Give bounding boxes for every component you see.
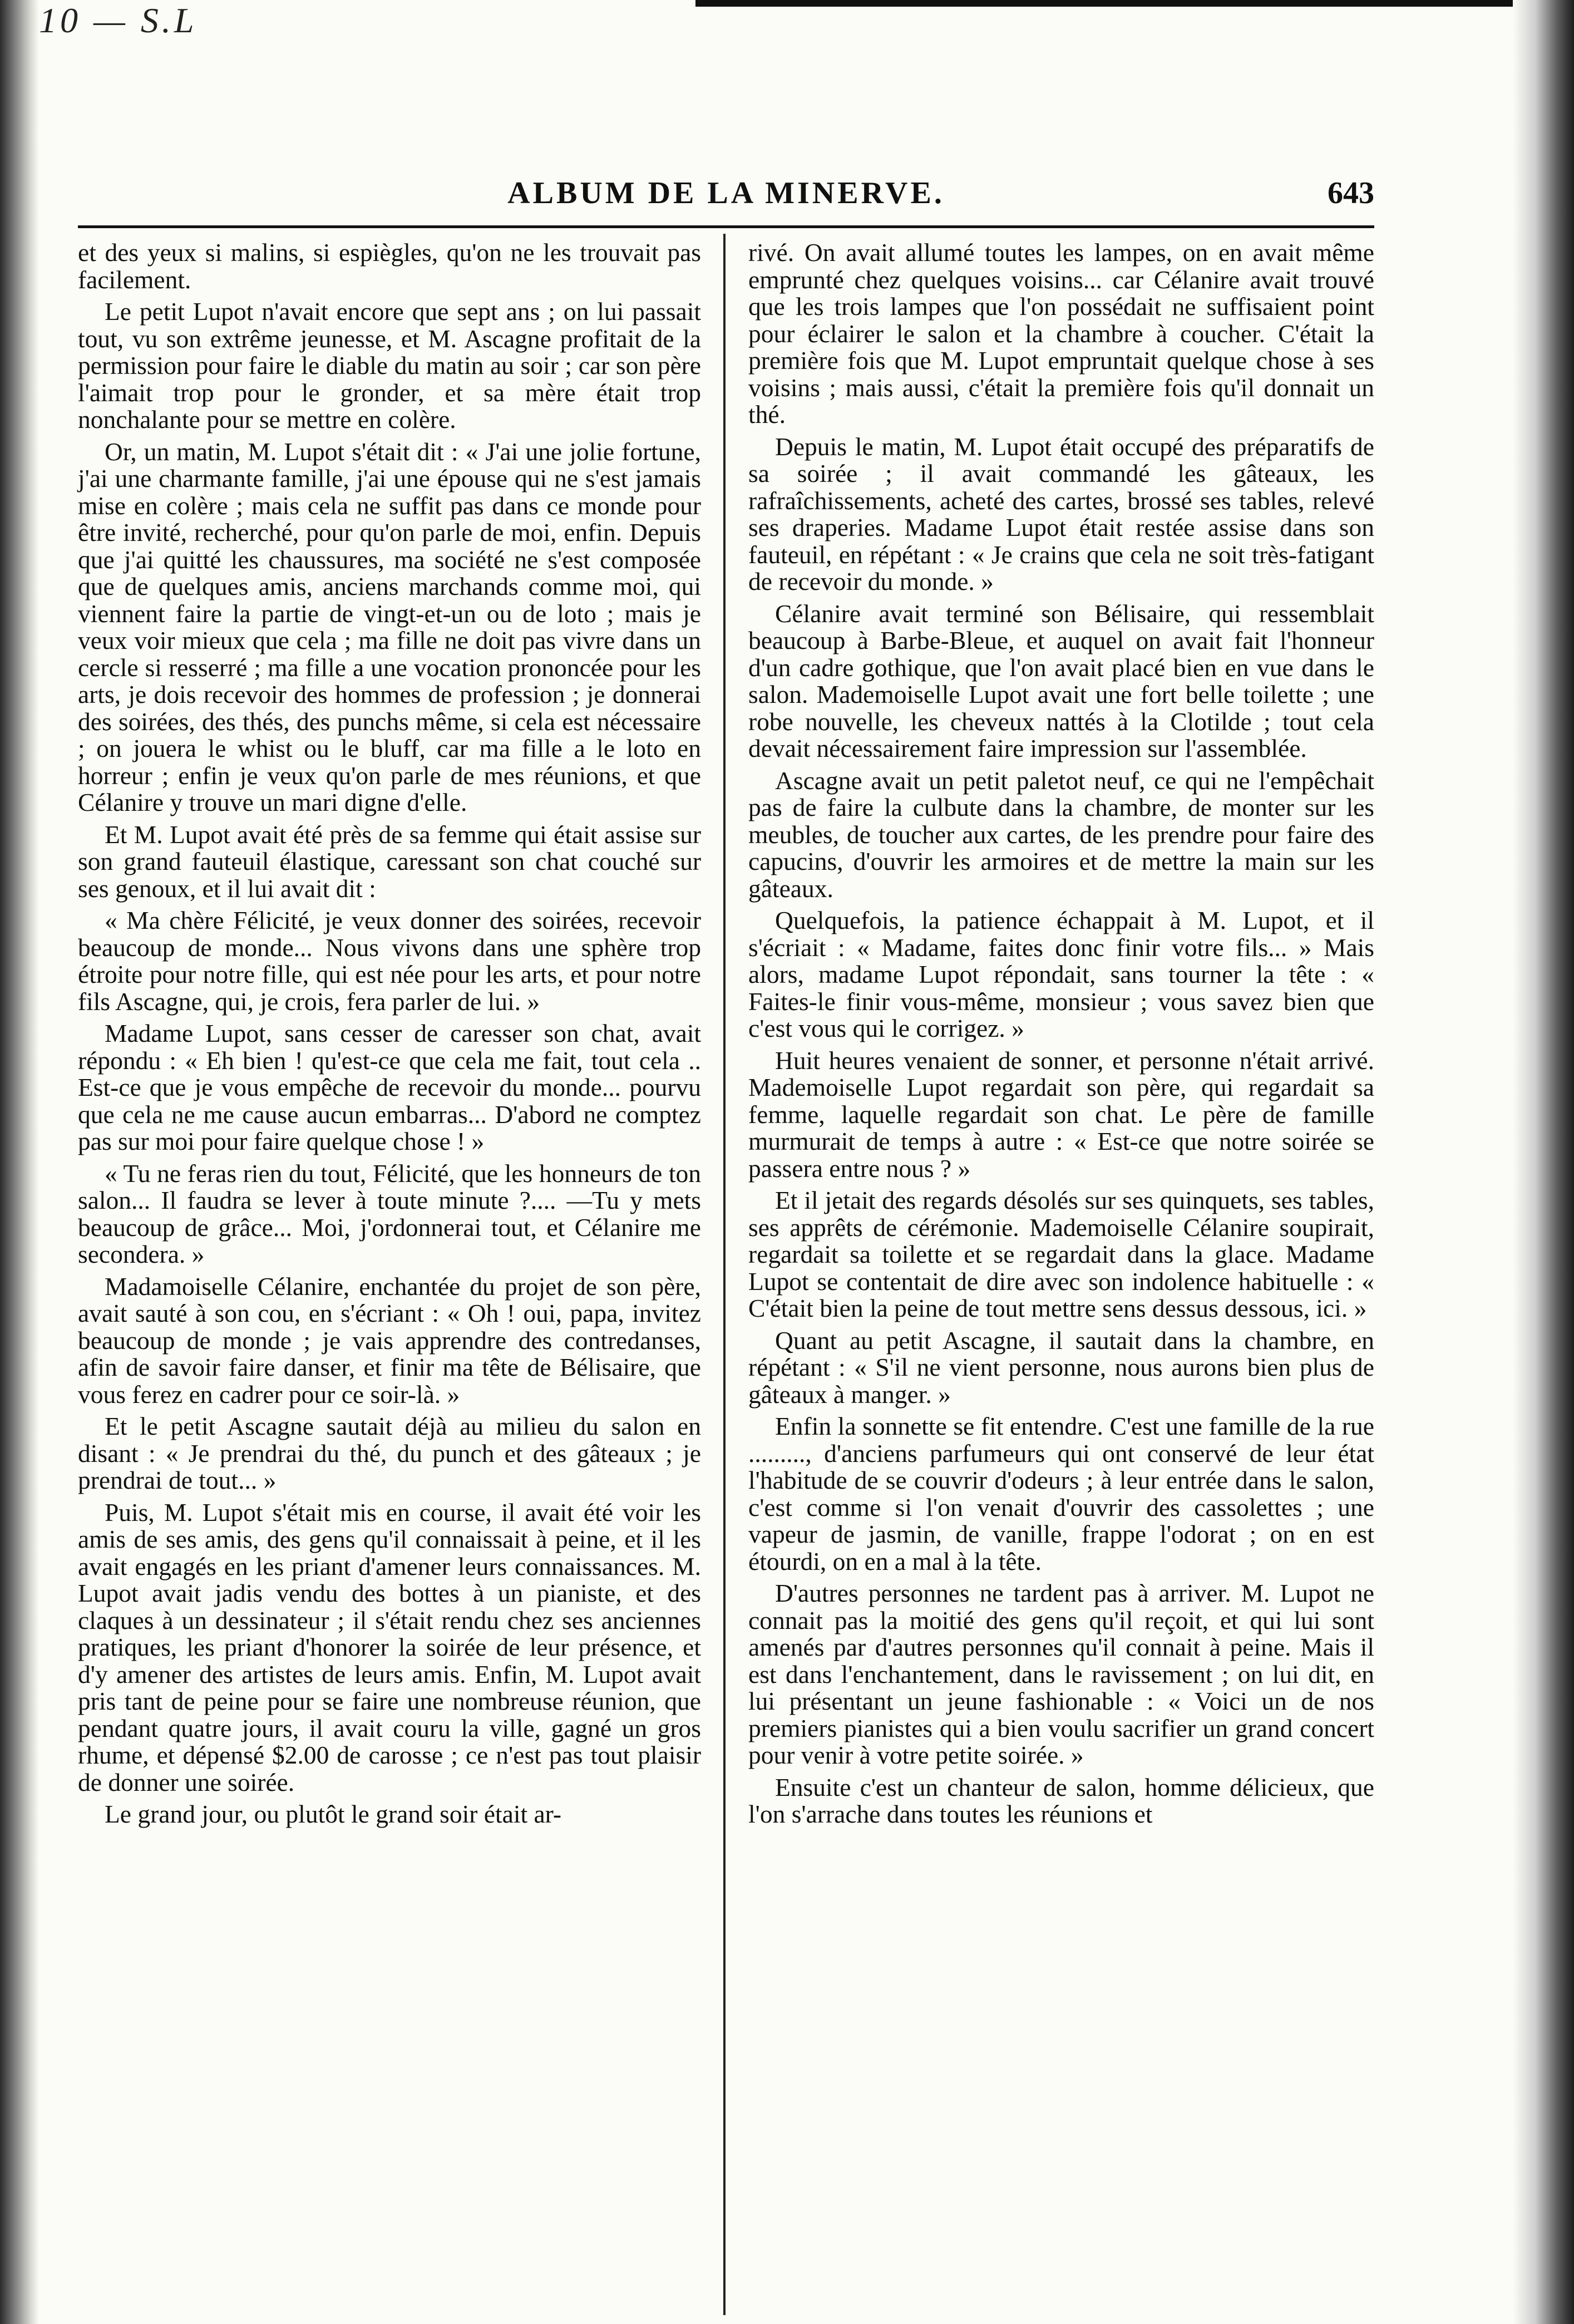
- paragraph: Et le petit Ascagne sautait déjà au milieu du salon en disant : « Je prendrai du thé, du punch et des gâteaux ; je prendrai de tout... »: [78, 1412, 701, 1494]
- scan-top-edge: [0, 0, 1574, 17]
- paragraph: Quelquefois, la patience échappait à M. Lupot, et il s'écriait : « Madame, faites donc finir votre fils... » Mais alors, madame Lupot répondait, sans tourner la tête : « Faites-le finir vous-même, monsieur ; vous savez bien que c'est vous qui le corrigez. »: [748, 906, 1374, 1042]
- paragraph: Et M. Lupot avait été près de sa femme qui était assise sur son grand fauteuil élastique, caressant son chat couché sur ses genoux, et il lui avait dit :: [78, 820, 701, 903]
- scan-right-edge: [1513, 0, 1574, 2324]
- paragraph: Le petit Lupot n'avait encore que sept ans ; on lui passait tout, vu son extrême jeunesse, et M. Ascagne profitait de la permission pour faire le diable du matin au soir ; car son père l'aimait trop pour le gronder, et sa mère était trop nonchalante pour se mettre en colère.: [78, 297, 701, 434]
- paragraph: Ascagne avait un petit paletot neuf, ce qui ne l'empêchait pas de faire la culbute dans la chambre, de monter sur les meubles, de toucher aux cartes, de les prendre pour faire des capucins, d'ouvrir les armoires et de mettre la main sur les gâteaux.: [748, 766, 1374, 903]
- column-divider: [723, 234, 726, 2315]
- paragraph: Le grand jour, ou plutôt le grand soir était ar-: [105, 1800, 562, 1828]
- paragraph: Huit heures venaient de sonner, et personne n'était arrivé. Mademoiselle Lupot regardait son père, qui regardait sa femme, laquelle regardait son chat. Le père de famille murmurait de temps à autre : « Est-ce que notre soirée se passera entre nous ? »: [748, 1046, 1374, 1183]
- left-column: [78, 239, 701, 1833]
- scan-top-bar: [695, 0, 1574, 7]
- handwritten-corner-mark: 10 — S.L: [39, 1, 198, 40]
- paragraph: Ensuite c'est un chanteur de salon, homme délicieux, que l'on s'arrache dans toutes les réunions et: [748, 1772, 1374, 1828]
- page-header: [78, 175, 1374, 225]
- running-title: ALBUM DE LA MINERVE.: [507, 176, 945, 210]
- paragraph: Et il jetait des regards désolés sur ses quinquets, ses tables, ses apprêts de cérémonie. Mademoiselle Célanire soupirait, regardait sa toilette et se regardait dans la glace. Madame Lupot se contentait de dire avec son indolence habituelle : « C'était bien la peine de tout mettre sens dessus dessous, ici. »: [748, 1186, 1374, 1322]
- paragraph: Madamoiselle Célanire, enchantée du projet de son père, avait sauté à son cou, en s'écriant : « Oh ! oui, papa, invitez beaucoup de monde ; je vais apprendre des contredanses, afin de savoir faire danser, et finir ma tête de Bélisaire, que vous ferez en cadrer pour ce soir-là. »: [78, 1272, 701, 1409]
- paragraph: « Tu ne feras rien du tout, Félicité, que les honneurs de ton salon... Il faudra se lever à toute minute ?.... —Tu y mets beaucoup de grâce... Moi, j'ordonnerai tout, et Célanire me secondera. »: [78, 1159, 701, 1268]
- right-column: [748, 239, 1374, 1833]
- paragraph: Enfin la sonnette se fit entendre. C'est une famille de la rue ........., d'anciens parfumeurs qui ont conservé de leur état l'habitude de se couvrir d'odeurs ; à leur entrée dans le salon, c'est comme si l'on venait d'ouvrir des cassolettes ; une vapeur de jasmin, de vanille, frappe l'odorat ; on en est étourdi, on en a mal à la tête.: [748, 1412, 1374, 1575]
- page-number: 643: [1328, 176, 1374, 210]
- paragraph: Quant au petit Ascagne, il sautait dans la chambre, en répétant : « S'il ne vient personne, nous aurons bien plus de gâteaux à manger. »: [748, 1326, 1374, 1409]
- header-rule: [78, 225, 1374, 228]
- paragraph: Puis, M. Lupot s'était mis en course, il avait été voir les amis de ses amis, des gens qu'il connaissait à peine, et il les avait engagés en les priant d'amener leurs connaissances. M. Lupot avait jadis vendu des bottes à un pianiste, et des claques à un dessinateur ; il s'était rendu chez ses anciennes pratiques, les priant d'honorer la soirée de leur présence, et d'y amener des artistes de leurs amis. Enfin, M. Lupot avait pris tant de peine pour se faire une nombreuse réunion, que pendant quatre jours, il avait couru la ville, gagné un gros rhume, et dépensé $2.00 de carosse ; ce n'est pas tout plaisir de donner une soirée.: [78, 1498, 701, 1796]
- paragraph: et des yeux si malins, si espiègles, qu'on ne les trouvait pas facilement.: [78, 238, 701, 294]
- scan-left-edge: [0, 0, 39, 2324]
- paragraph: Depuis le matin, M. Lupot était occupé des préparatifs de sa soirée ; il avait commandé les gâteaux, les rafraîchissements, acheté des cartes, brossé ses tables, relevé ses draperies. Madame Lupot était restée assise dans son fauteuil, en répétant : « Je crains que cela ne soit très-fatigant de recevoir du monde. »: [748, 432, 1374, 595]
- paragraph: Célanire avait terminé son Bélisaire, qui ressemblait beaucoup à Barbe-Bleue, et auquel on avait fait l'honneur d'un cadre gothique, que l'on avait placé bien en vue dans le salon. Mademoiselle Lupot avait une fort belle toilette ; une robe nouvelle, les cheveux nattés à la Clotilde ; tout cela devait nécessairement faire impression sur l'assemblée.: [748, 599, 1374, 762]
- paragraph: Madame Lupot, sans cesser de caresser son chat, avait répondu : « Eh bien ! qu'est-ce que cela me fait, tout cela .. Est-ce que je vous empêche de recevoir du monde... pourvu que cela ne me cause aucun embarras... D'abord ne comptez pas sur moi pour faire quelque chose ! »: [78, 1019, 701, 1155]
- paragraph: Or, un matin, M. Lupot s'était dit : « J'ai une jolie fortune, j'ai une charmante famille, j'ai une épouse qui ne s'est jamais mise en colère ; mais cela ne suffit pas dans ce monde pour être invité, recherché, pour qu'on parle de moi, enfin. Depuis que j'ai quitté les chaussures, ma société ne s'est composée que de quelques amis, anciens marchands comme moi, qui viennent faire la partie de vingt-et-un ou de loto ; mais je veux voir mieux que cela ; ma fille ne doit pas vivre dans un cercle si resserré ; ma fille a une vocation prononcée pour les arts, je dois recevoir des hommes de profession ; je donnerai des soirées, des thés, des punchs même, si cela est nécessaire ; on jouera le whist ou le bluff, car ma fille a le loto en horreur ; enfin je veux qu'on parle de mes réunions, et que Célanire y trouve un mari digne d'elle.: [78, 437, 701, 816]
- paragraph: « Ma chère Félicité, je veux donner des soirées, recevoir beaucoup de monde... Nous vivons dans une sphère trop étroite pour notre fille, qui est née pour les arts, et pour notre fils Ascagne, qui, je crois, fera parler de lui. »: [78, 906, 701, 1016]
- paragraph: D'autres personnes ne tardent pas à arriver. M. Lupot ne connait pas la moitié des gens qu'il reçoit, et qui lui sont amenés par d'autres personnes qu'il connait à peine. Mais il est dans l'enchantement, dans le ravissement ; on lui dit, en lui présentant un jeune fashionable : « Voici un de nos premiers pianistes qui a bien voulu sacrifier un grand concert pour venir à votre petite soirée. »: [748, 1579, 1374, 1769]
- paragraph: rivé. On avait allumé toutes les lampes, on en avait même emprunté chez quelques voisins... car Célanire avait trouvé que les trois lampes que l'on possédait ne suffisaient point pour éclairer le salon et la chambre à coucher. C'était la première fois que M. Lupot empruntait quelque chose à ses voisins ; mais aussi, c'était la première fois qu'il donnait un thé.: [748, 238, 1374, 429]
